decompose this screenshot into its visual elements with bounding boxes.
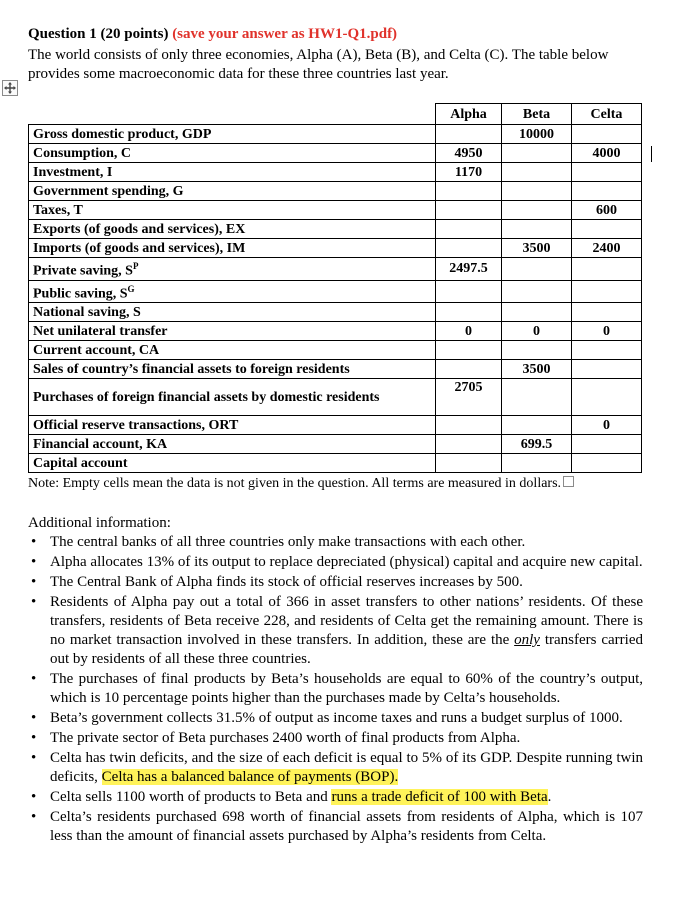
cell-beta: 699.5: [502, 435, 572, 454]
cell-beta: 3500: [502, 239, 572, 258]
list-item: • The Central Bank of Alpha finds its stock of official reserves increases by 500.: [31, 574, 523, 590]
row-label: Public saving, $S^G$: [29, 280, 436, 303]
table-row: [29, 220, 642, 239]
table-move-handle[interactable]: [2, 80, 18, 96]
row-label: National saving, S: [29, 303, 436, 322]
cell-beta: [502, 454, 572, 473]
cell-beta: [502, 379, 572, 416]
row-label: Capital account: [29, 454, 436, 473]
move-icon: [4, 82, 16, 94]
cell-celta: 2400: [572, 239, 642, 258]
bullet-icon: •: [31, 574, 37, 590]
cell-alpha: [436, 220, 502, 239]
cell-celta: [572, 182, 642, 201]
cell-beta: 0: [502, 322, 572, 341]
cell-beta: 3500: [502, 360, 572, 379]
cell-beta: [502, 303, 572, 322]
cell-celta: [572, 258, 642, 281]
cell-alpha: [436, 303, 502, 322]
question-intro: The world consists of only three economies, Alpha (A), Beta (B), and Celta (C). The table below provides some macroeconomic data for these three countries last year.: [28, 47, 609, 82]
bullet-icon: •: [31, 671, 37, 687]
cell-alpha: [436, 416, 502, 435]
question-title: Question 1 (20 points): [28, 26, 169, 42]
cell-celta: [572, 341, 642, 360]
cell-celta: [572, 303, 642, 322]
table-row: [29, 239, 642, 258]
cell-alpha: [436, 182, 502, 201]
header-alpha: Alpha: [436, 104, 502, 125]
cell-alpha: [436, 454, 502, 473]
table-header-row: [29, 104, 642, 125]
cell-celta: [572, 360, 642, 379]
list-item: • Beta’s government collects 31.5% of output as income taxes and runs a budget surplus of 1000.: [31, 710, 623, 726]
note-text: Note: Empty cells mean the data is not given in the question. All terms are measured in dollars.: [28, 476, 562, 491]
table-row: [29, 435, 642, 454]
cell-celta: [572, 125, 642, 144]
cell-alpha: 2705: [436, 379, 502, 416]
cell-alpha: 0: [436, 322, 502, 341]
cell-celta: [572, 454, 642, 473]
row-label: Investment, I: [29, 163, 436, 182]
cell-celta: [572, 280, 642, 303]
bullet-icon: •: [31, 789, 37, 805]
list-item: • Celta sells 1100 worth of products to Beta and runs a trade deficit of 100 with Beta.: [31, 789, 552, 805]
cell-celta: [572, 163, 642, 182]
table-row: [29, 280, 642, 303]
bullet-icon: •: [31, 730, 37, 746]
bullet-icon: •: [31, 594, 37, 610]
question-heading: [28, 26, 397, 43]
list-item: • Alpha allocates 13% of its output to replace depreciated (physical) capital and acquire new capital.: [31, 554, 643, 570]
table-row: [29, 341, 642, 360]
table-row: [29, 360, 642, 379]
cell-celta: 0: [572, 322, 642, 341]
cell-alpha: 4950: [436, 144, 502, 163]
row-label: Gross domestic product, GDP: [29, 125, 436, 144]
cell-alpha: [436, 360, 502, 379]
cell-celta: 600: [572, 201, 642, 220]
cell-celta: 0: [572, 416, 642, 435]
table-row: [29, 201, 642, 220]
cell-alpha: [436, 280, 502, 303]
cell-alpha: 2497.5: [436, 258, 502, 281]
row-label: Consumption, C: [29, 144, 436, 163]
paragraph-marker-icon: [563, 476, 574, 487]
cell-beta: [502, 416, 572, 435]
table-row: [29, 416, 642, 435]
cell-alpha: [436, 125, 502, 144]
row-label: Taxes, T: [29, 201, 436, 220]
bullet-icon: •: [31, 554, 37, 570]
cell-beta: [502, 201, 572, 220]
row-label: Imports (of goods and services), IM: [29, 239, 436, 258]
additional-info-heading: Additional information:: [28, 515, 171, 531]
table-row: [29, 125, 642, 144]
cell-beta: [502, 220, 572, 239]
cell-beta: [502, 341, 572, 360]
cell-alpha: [436, 341, 502, 360]
save-instruction: (save your answer as HW1-Q1.pdf): [172, 26, 398, 42]
list-item: • The central banks of all three countries only make transactions with each other.: [31, 534, 526, 550]
row-label: Official reserve transactions, ORT: [29, 416, 436, 435]
cell-beta: [502, 163, 572, 182]
row-label: Purchases of foreign financial assets by domestic residents: [29, 379, 436, 416]
macro-data-table: [28, 103, 642, 473]
cell-celta: [572, 220, 642, 239]
cell-alpha: [436, 201, 502, 220]
table-note: [28, 476, 574, 492]
list-item: • The purchases of final products by Beta’s households are equal to 60% of the country’s output, which is 10 percentage points higher than the purchases made by Celta’s households.: [31, 671, 643, 706]
table-row: [29, 258, 642, 281]
list-item: • Celta has twin deficits, and the size of each deficit is equal to 5% of its GDP. Despite running twin deficits, Celta has a balanced balance of payments (BOP).: [31, 750, 643, 785]
cell-alpha: 1170: [436, 163, 502, 182]
row-label: Exports (of goods and services), EX: [29, 220, 436, 239]
table-row: [29, 303, 642, 322]
additional-info-list: [28, 533, 643, 847]
table-row: [29, 163, 642, 182]
row-label: Private saving, $S^P$: [29, 258, 436, 281]
table-row: [29, 322, 642, 341]
cell-beta: [502, 258, 572, 281]
cell-alpha: [436, 239, 502, 258]
header-beta: Beta: [502, 104, 572, 125]
table-row: [29, 182, 642, 201]
text-cursor: [651, 146, 652, 162]
table-row: [29, 144, 642, 163]
cell-beta: [502, 144, 572, 163]
table-row: [29, 379, 642, 416]
cell-celta: 4000: [572, 144, 642, 163]
cell-alpha: [436, 435, 502, 454]
row-label: Net unilateral transfer: [29, 322, 436, 341]
header-celta: Celta: [572, 104, 642, 125]
row-label: Sales of country’s financial assets to foreign residents: [29, 360, 436, 379]
list-item: • The private sector of Beta purchases 2400 worth of final products from Alpha.: [31, 730, 521, 746]
cell-celta: [572, 379, 642, 416]
cell-celta: [572, 435, 642, 454]
list-item: • Residents of Alpha pay out a total of 366 in asset transfers to other nations’ residents. Of these transfers, residents of Beta receive 228, and residents of Celta get the remaining amount. There is no market transaction involved in these transfers. In addition, these are the only transfers carried out by residents of all these three countries.: [31, 594, 643, 667]
row-label: Financial account, KA: [29, 435, 436, 454]
bullet-icon: •: [31, 710, 37, 726]
cell-beta: [502, 280, 572, 303]
bullet-icon: •: [31, 750, 37, 766]
header-blank: [29, 104, 436, 125]
bullet-icon: •: [31, 534, 37, 550]
row-label: Government spending, G: [29, 182, 436, 201]
cell-beta: 10000: [502, 125, 572, 144]
list-item: • Celta’s residents purchased 698 worth of financial assets from residents of Alpha, which is 107 less than the amount of financial assets purchased by Alpha’s residents from Celta.: [31, 809, 643, 844]
row-label: Current account, CA: [29, 341, 436, 360]
cell-beta: [502, 182, 572, 201]
bullet-icon: •: [31, 809, 37, 825]
table-row: [29, 454, 642, 473]
